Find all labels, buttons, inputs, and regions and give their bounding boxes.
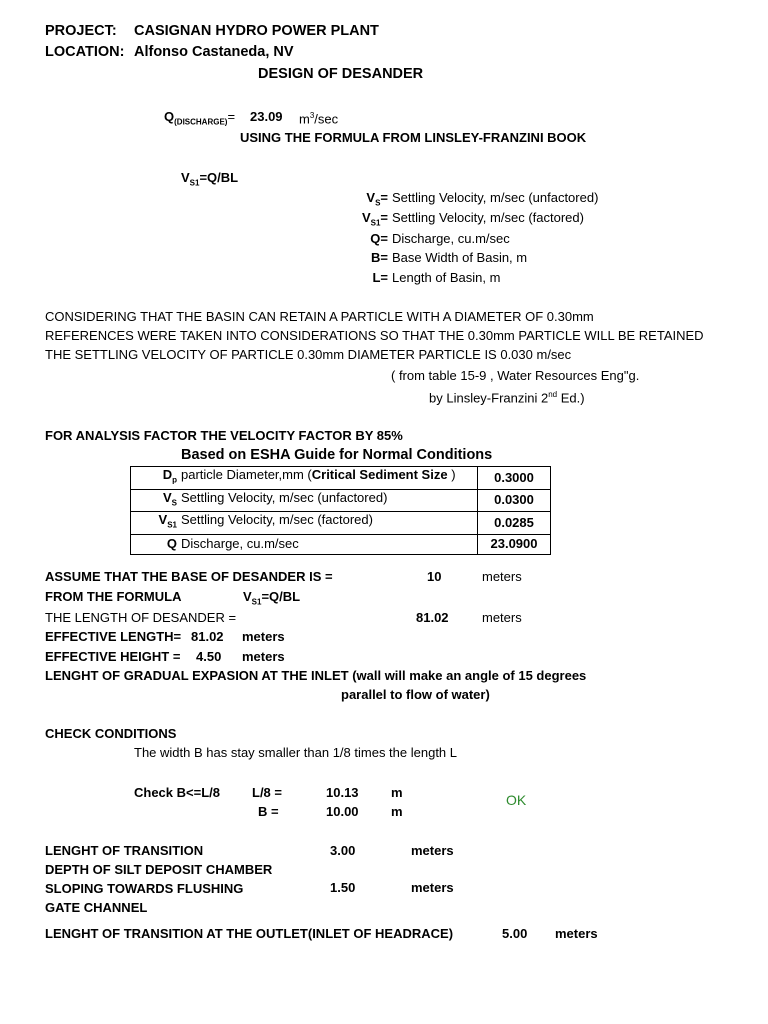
silt-depth-value: 1.50 [330,880,356,895]
reference-line-2 [429,387,585,406]
discharge-value: 23.09 [250,109,283,124]
legend-symbol: $V_{S1}=$ [361,210,388,228]
table-cell-value: 23.0900 [478,534,551,554]
note-line-2: REFERENCES WERE TAKEN INTO CONSIDERATIONS SO THAT THE 0.30mm PARTICLE WILL BE RETAINED [45,328,704,343]
legend-row [340,231,510,247]
table-cell-value: 0.0285 [478,512,551,535]
l8-value: 10.13 [326,785,359,800]
discharge-symbol: Q [164,109,175,124]
table-row [131,489,551,512]
table-cell-value: 0.3000 [478,467,551,490]
project-label: PROJECT: [45,23,117,39]
table-row [131,467,551,490]
formula-rest: =Q/BL [199,170,239,185]
b-label: B = [258,804,279,819]
legend-symbol: Q= [370,231,388,246]
gradual-expansion-line-2: parallel to flow of water) [341,687,490,702]
note-line-1: CONSIDERING THAT THE BASIN CAN RETAIN A PARTICLE WITH A DIAMETER OF 0.30mm [45,309,594,324]
b-unit: m [391,804,403,819]
discharge-line [164,109,235,131]
table-cell-label: Q Discharge, cu.m/sec [131,534,478,554]
gradual-expansion-line-1: LENGHT OF GRADUAL EXPASION AT THE INLET (wall will make an angle of 15 degrees [45,668,587,683]
legend-text: Length of Basin, m [392,270,501,285]
legend-row [340,270,500,286]
outlet-transition-value: 5.00 [502,926,528,941]
reference-author: by Linsley-Franzini 2 [429,390,549,406]
silt-depth-line-1: DEPTH OF SILT DEPOSIT CHAMBER [45,862,273,877]
legend-text: Base Width of Basin, m [392,250,528,265]
esha-table [130,466,551,555]
l8-label: L/8 = [252,785,282,800]
effective-length-value: 81.02 [191,629,224,644]
assume-value: 10 [427,569,442,584]
location-label: LOCATION: [45,44,125,60]
discharge-equals: = [227,109,236,124]
formula-sub: S1 [189,178,200,188]
discharge-unit-tail: /sec [314,111,339,127]
assume-unit: meters [482,569,522,584]
table-cell-value: 0.0300 [478,489,551,512]
formula-source: USING THE FORMULA FROM LINSLEY-FRANZINI BOOK [240,130,587,145]
table-row [131,534,551,554]
legend-text: Discharge, cu.m/sec [392,231,510,246]
formula-repeat: $V_{S1}=Q/BL$ [243,589,301,607]
page-title: DESIGN OF DESANDER [258,66,424,82]
reference-line-1: ( from table 15-9 , Water Resources Eng"g. [391,368,640,383]
discharge-subscript: (DISCHARGE) [174,117,228,127]
outlet-transition-label: LENGHT OF TRANSITION AT THE OUTLET(INLET OF HEADRACE) [45,926,454,941]
check-heading: CHECK CONDITIONS [45,726,177,741]
table-cell-label: $V_{S1}$ Settling Velocity, m/sec (factored) [131,512,478,535]
legend-symbol: L= [372,270,388,285]
length-value: 81.02 [416,610,449,625]
l8-unit: m [391,785,403,800]
silt-depth-line-2: SLOPING TOWARDS FLUSHING [45,881,244,896]
legend-row [340,250,527,266]
b-value: 10.00 [326,804,359,819]
table-row [131,512,551,535]
outlet-transition-unit: meters [555,926,598,941]
legend-symbol: B= [371,250,388,265]
legend-text: Settling Velocity, m/sec (factored) [392,210,584,225]
transition-length-unit: meters [411,843,454,858]
project-name: CASIGNAN HYDRO POWER PLANT [134,23,379,39]
length-label: THE LENGTH OF DESANDER = [45,610,237,625]
silt-depth-unit: meters [411,880,454,895]
gate-channel-label: GATE CHANNEL [45,900,148,915]
table-cell-label: $V_S$ Settling Velocity, m/sec (unfactored) [131,489,478,512]
transition-length-value: 3.00 [330,843,356,858]
formula [181,170,238,192]
location-value: Alfonso Castaneda, NV [134,44,294,60]
effective-height-unit: meters [242,649,285,664]
assume-label: ASSUME THAT THE BASE OF DESANDER IS = [45,569,333,584]
length-unit: meters [482,610,522,625]
check-description: The width B has stay smaller than 1/8 times the length L [134,745,458,760]
discharge-unit-sup: 3 [309,111,315,120]
discharge-unit [299,108,338,127]
legend-row [340,210,584,232]
from-formula-label: FROM THE FORMULA [45,589,182,604]
effective-length-label: EFFECTIVE LENGTH= [45,629,182,644]
note-line-3: THE SETTLING VELOCITY OF PARTICLE 0.30mm DIAMETER PARTICLE IS 0.030 m/sec [45,347,572,362]
factor-note: FOR ANALYSIS FACTOR THE VELOCITY FACTOR BY 85% [45,428,403,443]
effective-height-label: EFFECTIVE HEIGHT = [45,649,181,664]
legend-symbol: $V_S=$ [366,190,388,208]
table-cell-label: $D_p$ particle Diameter,mm (Critical Sediment Size ) [131,467,478,490]
check-label: Check B<=L/8 [134,785,220,800]
discharge-unit-base: m [299,111,310,127]
transition-length-label: LENGHT OF TRANSITION [45,843,204,858]
reference-ordinal: nd [548,390,558,399]
reference-edition: Ed.) [557,390,585,406]
legend-row [340,190,598,212]
effective-height-value: 4.50 [196,649,222,664]
table-title: Based on ESHA Guide for Normal Conditions [181,447,493,463]
check-status: OK [506,792,527,808]
effective-length-unit: meters [242,629,285,644]
legend-text: Settling Velocity, m/sec (unfactored) [392,190,599,205]
formula-v: V [181,170,190,185]
